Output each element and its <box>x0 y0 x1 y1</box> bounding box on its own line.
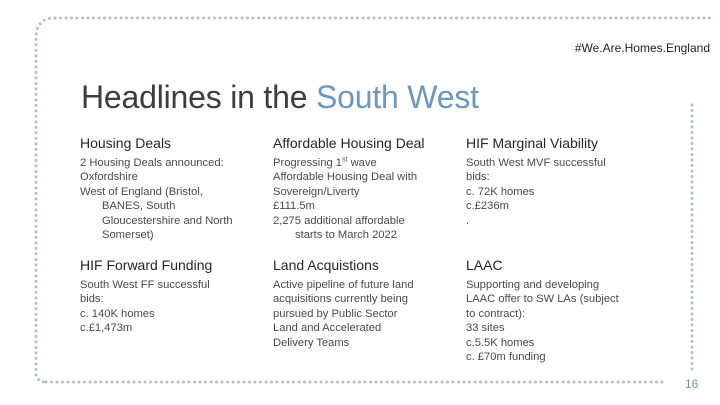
cell-heading: HIF Marginal Viability <box>466 135 599 151</box>
cell-line: Land and Accelerated <box>273 322 382 335</box>
cell-line: Affordable Housing Deal with <box>273 171 418 184</box>
cell-line: acquisitions currently being <box>273 293 408 306</box>
cell-line: . <box>466 214 470 227</box>
cell-heading: HIF Forward Funding <box>80 257 213 273</box>
cell-hif-marginal-viability <box>466 135 651 228</box>
ordinal-suffix: st <box>342 156 348 164</box>
cell-laac <box>466 257 651 364</box>
cell-line: Active pipeline of future land <box>273 279 414 291</box>
cell-body <box>80 156 265 242</box>
cell-line: Supporting and developing <box>466 279 600 291</box>
cell-heading: LAAC <box>466 257 503 273</box>
line-text: Progressing 1 <box>273 157 343 169</box>
cell-line: bids: <box>466 171 490 184</box>
cell-line: West of England (Bristol, <box>80 185 203 198</box>
cell-heading: Housing Deals <box>80 135 172 151</box>
cell-line: BANES, South <box>102 200 176 213</box>
cell-line: 2,275 additional affordable <box>273 214 405 227</box>
cell-line: 33 sites <box>466 322 505 335</box>
cell-line: South West MVF successful <box>466 157 606 169</box>
cell-line: Oxfordshire <box>80 171 138 184</box>
cell-body <box>466 156 651 228</box>
cell-line: Somerset) <box>102 229 154 242</box>
cell-line: c. £70m funding <box>466 351 546 364</box>
cell-line: c. 72K homes <box>466 185 535 198</box>
cell-line: bids: <box>80 293 104 306</box>
cell-line: South West FF successful <box>80 279 210 291</box>
page-number: 16 <box>685 377 699 391</box>
cell-body <box>466 278 651 364</box>
cell-line: Delivery Teams <box>273 336 350 349</box>
page-title <box>81 79 479 116</box>
title-main: Headlines in the <box>81 79 316 115</box>
cell-affordable-housing-deal <box>273 135 458 242</box>
cell-land-acquistions <box>273 257 458 350</box>
title-accent: South West <box>315 79 479 115</box>
line-text: wave <box>347 157 377 169</box>
cell-line <box>273 156 458 170</box>
cell-heading: Land Acquistions <box>273 257 379 273</box>
hashtag-label: #We.Are.Homes.England <box>574 41 710 55</box>
cell-line: c. 140K homes <box>80 307 155 320</box>
cell-line: pursued by Public Sector <box>273 307 398 320</box>
cell-line: c.5.5K homes <box>466 336 535 349</box>
cell-line: £111.5m <box>273 200 315 213</box>
cell-line: c.£1,473m <box>80 322 133 335</box>
cell-body <box>273 156 458 242</box>
cell-line: c.£236m <box>466 200 509 213</box>
cell-line: Gloucestershire and North <box>102 214 233 227</box>
cell-line: LAAC offer to SW LAs (subject <box>466 293 619 306</box>
cell-line: to contract): <box>466 307 526 320</box>
cell-heading: Affordable Housing Deal <box>273 135 425 151</box>
cell-line: 2 Housing Deals announced: <box>80 157 224 169</box>
cell-body <box>273 278 458 350</box>
cell-housing-deals <box>80 135 265 242</box>
cell-hif-forward-funding <box>80 257 265 336</box>
cell-line: Sovereign/Liverty <box>273 185 360 198</box>
cell-line: starts to March 2022 <box>295 229 397 242</box>
cell-body <box>80 278 265 336</box>
